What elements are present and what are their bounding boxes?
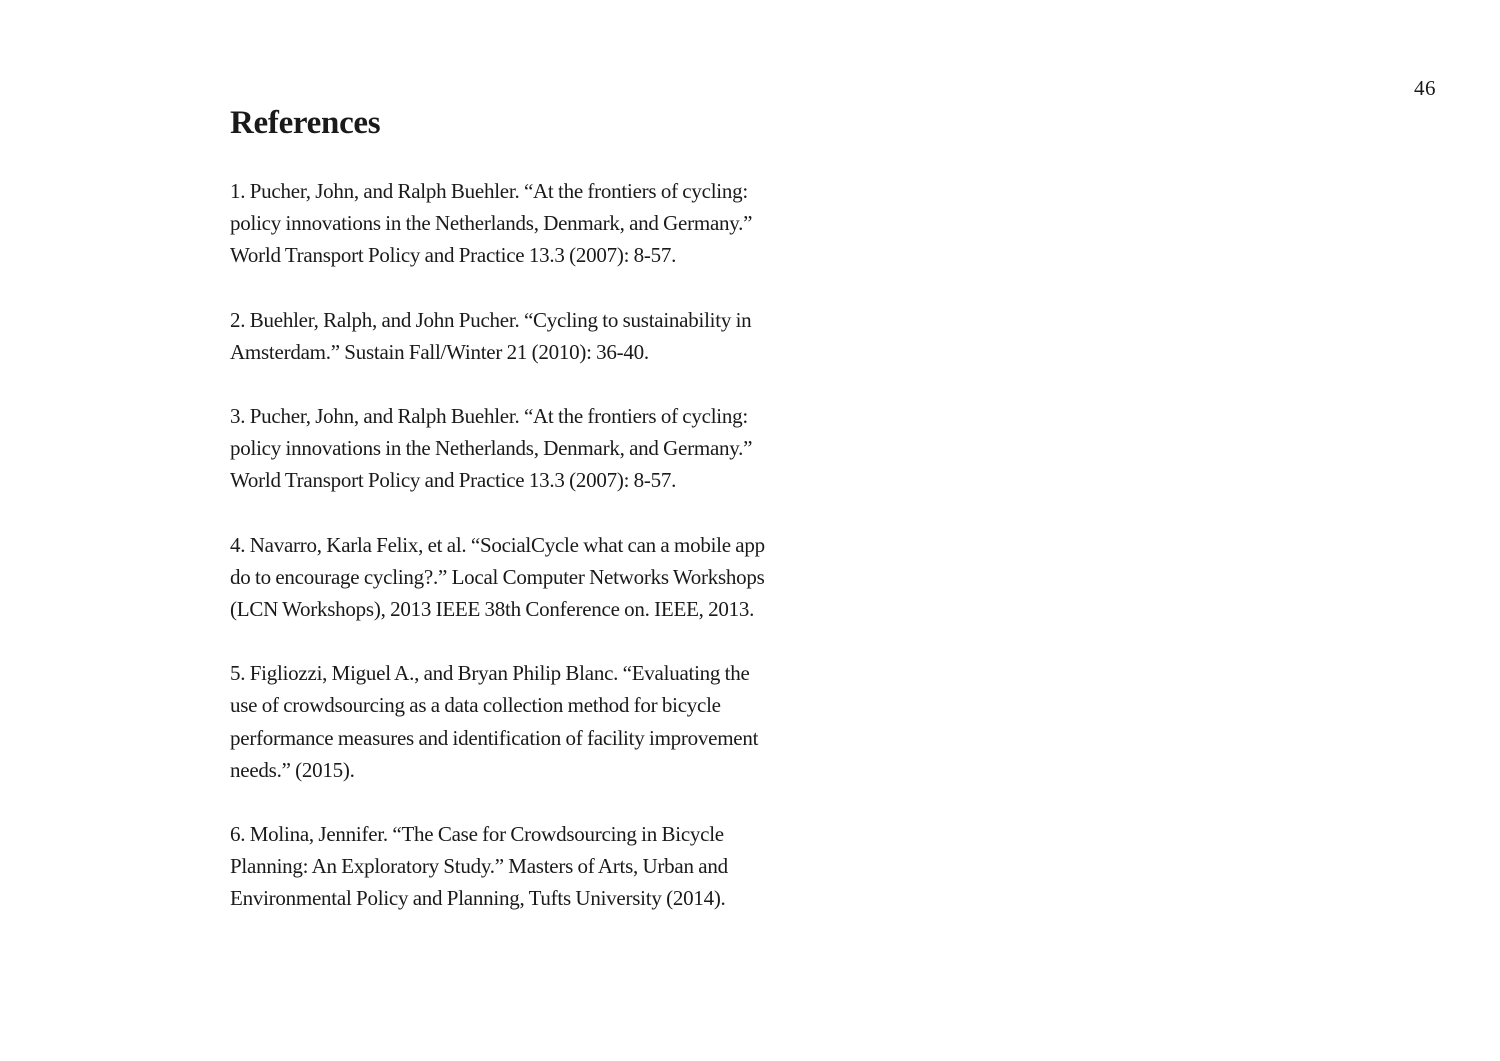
reference-line: 1. Pucher, John, and Ralph Buehler. “At the frontiers of cycling: [230, 179, 748, 203]
reference-item-6 [230, 818, 790, 915]
reference-line: 3. Pucher, John, and Ralph Buehler. “At the frontiers of cycling: [230, 404, 748, 429]
reference-item-1 [230, 175, 790, 272]
reference-line: policy innovations in the Netherlands, Denmark, and Germany.” [230, 211, 753, 236]
page-title: References [230, 105, 381, 141]
reference-line: policy innovations in the Netherlands, Denmark, and Germany.” [230, 436, 753, 461]
reference-line: Environmental Policy and Planning, Tufts University (2014). [230, 886, 726, 911]
reference-item-4 [230, 529, 790, 626]
reference-item-5 [230, 657, 790, 786]
reference-line: use of crowdsourcing as a data collection method for bicycle [230, 693, 721, 718]
reference-list [230, 175, 790, 947]
reference-item-2 [230, 304, 790, 368]
reference-line: 4. Navarro, Karla Felix, et al. “SocialCycle what can a mobile app [230, 532, 765, 557]
reference-line: needs.” (2015). [230, 757, 355, 782]
reference-line: performance measures and identification of facility improvement [230, 725, 759, 750]
reference-line: World Transport Policy and Practice 13.3 (2007): 8-57. [230, 243, 677, 268]
reference-line: World Transport Policy and Practice 13.3 (2007): 8-57. [230, 468, 677, 493]
reference-line: 6. Molina, Jennifer. “The Case for Crowdsourcing in Bicycle [230, 822, 724, 847]
reference-line: 2. Buehler, Ralph, and John Pucher. “Cycling to sustainability in [230, 307, 752, 332]
reference-line: (LCN Workshops), 2013 IEEE 38th Conference on. IEEE, 2013. [230, 597, 755, 622]
reference-line: Planning: An Exploratory Study.” Masters of Arts, Urban and [230, 854, 728, 879]
reference-line: Amsterdam.” Sustain Fall/Winter 21 (2010): 36-40. [230, 339, 649, 364]
reference-line: 5. Figliozzi, Miguel A., and Bryan Philip Blanc. “Evaluating the [230, 661, 750, 686]
reference-line: do to encourage cycling?.” Local Computer Networks Workshops [230, 564, 765, 589]
reference-item-3 [230, 400, 790, 497]
page-number: 46 [1414, 76, 1436, 100]
